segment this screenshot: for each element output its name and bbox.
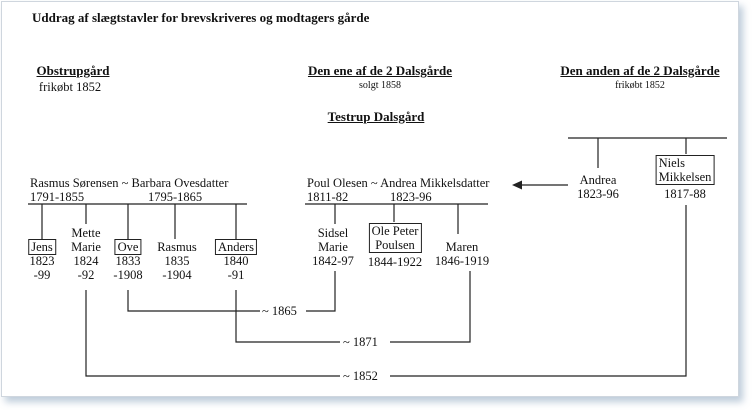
child-ole-peter-poulsen	[368, 223, 422, 267]
child-born: 1835	[164, 254, 190, 268]
child-died: -99	[33, 268, 51, 282]
middle-couple-names: Poul Olesen ~ Andrea Mikkelsdatter	[307, 176, 490, 190]
child-name-line2: Poulsen	[375, 238, 415, 252]
child-died: -91	[227, 268, 245, 282]
child-sidsel-marie	[312, 226, 354, 268]
left-wife-years: 1795-1865	[148, 190, 203, 204]
child-years: 1844-1922	[367, 255, 423, 269]
right-andrea	[577, 173, 619, 201]
child-died: -1908	[113, 268, 143, 282]
arrow-head	[512, 181, 522, 190]
child-years: 1846-1919	[434, 254, 490, 268]
child-ove	[113, 240, 142, 282]
andrea-years: 1823-96	[577, 187, 619, 201]
middle-husband-years: 1811-82	[307, 190, 349, 204]
child-name-line1: Mette	[71, 226, 101, 240]
child-maren	[435, 240, 489, 268]
child-died: -1904	[162, 268, 192, 282]
marriage-1865-label: ~ 1865	[262, 304, 297, 318]
child-name: Maren	[445, 240, 479, 254]
niels-name-line1: Niels	[658, 156, 685, 170]
child-name-box	[369, 223, 422, 253]
child-rasmus	[157, 240, 197, 282]
child-name-line2: Marie	[71, 240, 101, 254]
child-mette-marie	[71, 226, 101, 282]
right-niels-mikkelsen	[656, 155, 715, 199]
child-name: Ove	[115, 239, 142, 255]
left-husband-years: 1791-1855	[30, 190, 85, 204]
child-jens	[28, 240, 56, 282]
child-name-line1: Ole Peter	[371, 224, 419, 238]
child-name-line1: Sidsel	[317, 226, 349, 240]
child-years: 1842-97	[312, 254, 354, 268]
child-name-line2: Marie	[318, 240, 348, 254]
farm-testrup-name: Testrup Dalsgård	[327, 109, 425, 124]
page-title: Uddrag af slægtstavler for brevskriveres og modtagers gårde	[32, 10, 370, 25]
child-name: Rasmus	[157, 240, 197, 254]
child-born: 1824	[73, 254, 99, 268]
child-name: Anders	[215, 239, 257, 255]
farm-obstrup-name: Obstrupgård	[36, 63, 110, 78]
farm-dalsgaard-other-note: frikøbt 1852	[615, 80, 665, 91]
farm-dalsgaard-other-name: Den anden af de 2 Dalsgårde	[560, 63, 720, 78]
marriage-1852-label: ~ 1852	[343, 369, 378, 383]
child-died: -92	[77, 268, 95, 282]
farm-dalsgaard-one-name: Den ene af de 2 Dalsgårde	[307, 63, 453, 78]
child-born: 1823	[29, 254, 55, 268]
child-born: 1833	[115, 254, 141, 268]
middle-wife-years: 1823-96	[390, 190, 432, 204]
child-born: 1840	[223, 254, 249, 268]
child-name: Jens	[28, 239, 56, 255]
marriage-1871-label: ~ 1871	[343, 335, 378, 349]
child-anders	[215, 240, 257, 282]
niels-years: 1817-88	[664, 187, 706, 201]
farm-dalsgaard-one-note: solgt 1858	[359, 80, 401, 91]
farm-obstrup-note: frikøbt 1852	[38, 80, 102, 94]
left-couple-names: Rasmus Sørensen ~ Barbara Ovesdatter	[30, 176, 229, 190]
andrea-name: Andrea	[579, 173, 617, 187]
niels-name-line2: Mikkelsen	[658, 170, 712, 184]
niels-name-box	[656, 155, 715, 185]
